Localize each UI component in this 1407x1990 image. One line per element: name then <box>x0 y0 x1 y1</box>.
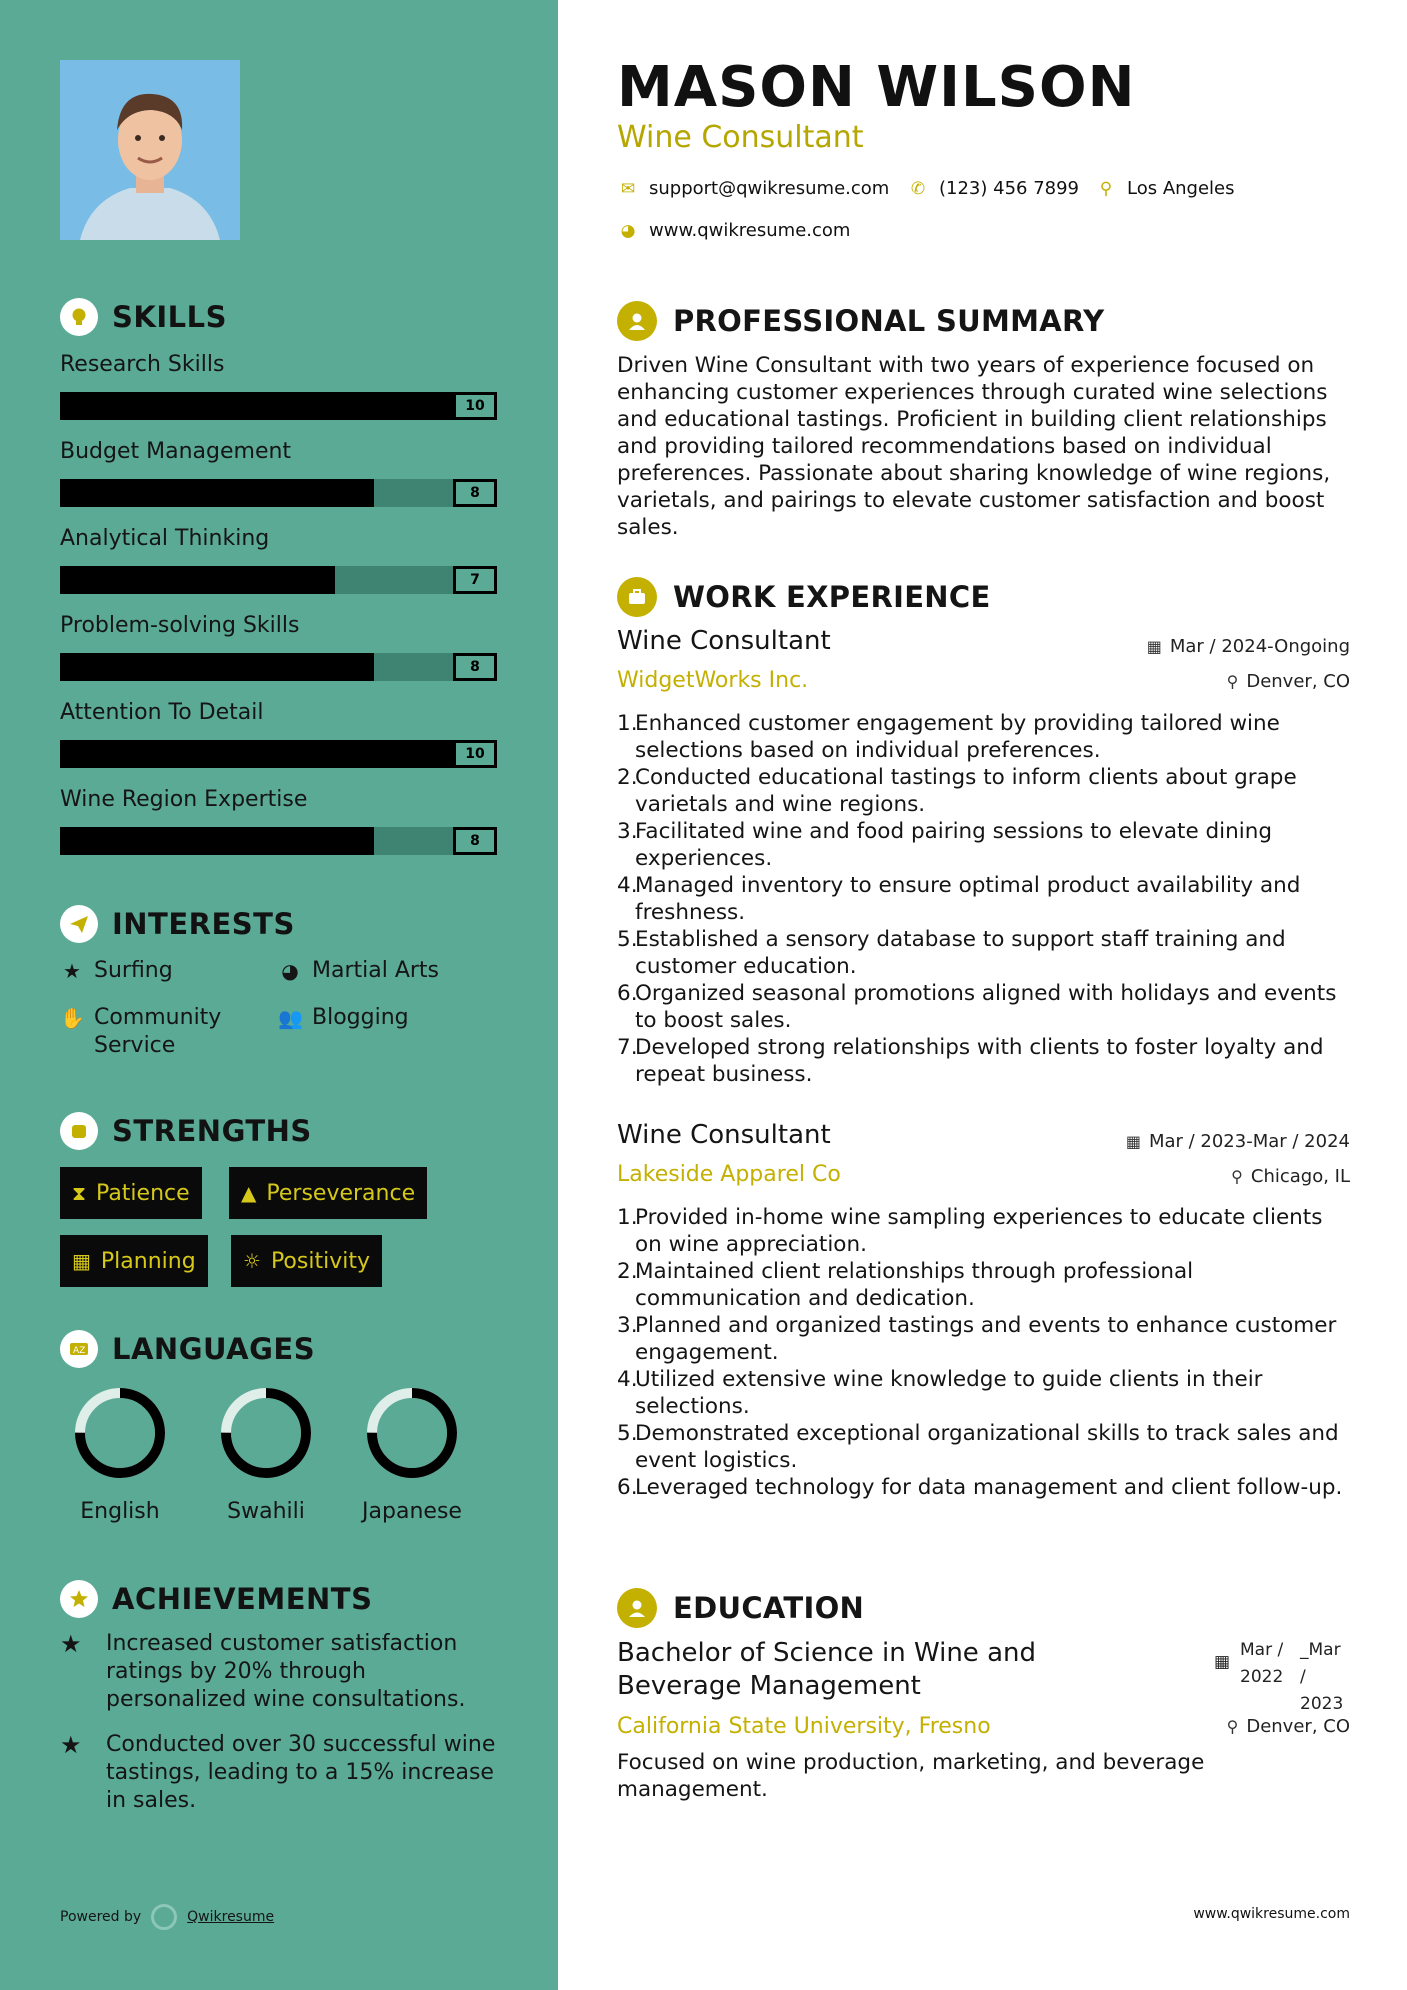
footer-url[interactable]: www.qwikresume.com <box>1193 1906 1350 1922</box>
duty-item: Organized seasonal promotions aligned with holidays and events to boost sales. <box>635 981 1337 1033</box>
language-item <box>206 1385 326 1524</box>
powered-by <box>60 1904 274 1930</box>
experience-title: WORK EXPERIENCE <box>673 580 991 614</box>
pin-icon: ⚲ <box>1226 672 1239 691</box>
education-date-end: _Mar / 2023 <box>1300 1640 1344 1714</box>
skill-name: Research Skills <box>60 352 225 377</box>
job-location-text: Chicago, IL <box>1250 1166 1350 1187</box>
interest-label: Surfing <box>94 958 173 983</box>
skill-bar <box>60 392 497 420</box>
map-pin-icon: ⚲ <box>1099 178 1113 199</box>
road-icon: ▲ <box>241 1181 257 1205</box>
location-text: Los Angeles <box>1127 178 1235 199</box>
language-ring <box>72 1385 168 1481</box>
skill-level-badge: 7 <box>453 566 497 594</box>
skill-level-badge: 8 <box>453 479 497 507</box>
globe-icon: ◕ <box>281 959 299 983</box>
strength-label: Positivity <box>270 1248 370 1274</box>
degree-title: Bachelor of Science in Wine and Beverage Management <box>617 1638 1036 1701</box>
trophy-star-icon <box>60 1580 98 1618</box>
job-location <box>1227 671 1350 692</box>
job-location <box>1231 1166 1350 1187</box>
star-award-icon: ★ <box>60 1630 82 1658</box>
duty-item: Maintained client relationships through professional communication and dedication. <box>635 1259 1194 1311</box>
star-award-icon: ★ <box>60 1731 82 1759</box>
star-icon: ★ <box>63 959 81 983</box>
language-item <box>60 1385 180 1524</box>
skill-bar <box>60 653 497 681</box>
interest-item <box>278 1004 409 1032</box>
job-title: Wine Consultant <box>617 1120 831 1150</box>
education-date <box>1214 1637 1350 1718</box>
calendar-icon: ▦ <box>1146 637 1162 656</box>
qwikresume-logo-icon <box>151 1904 177 1930</box>
job-company: WidgetWorks Inc. <box>617 668 809 693</box>
candidate-role: Wine Consultant <box>617 120 864 155</box>
duty-item: Provided in-home wine sampling experiences to educate clients on wine appreciation. <box>635 1205 1323 1257</box>
skill-name: Wine Region Expertise <box>60 787 308 812</box>
skill-bar <box>60 827 497 855</box>
interests-header <box>60 905 295 943</box>
skill-bar-fill <box>60 479 374 507</box>
calendar-icon: ▦ <box>1213 1652 1230 1672</box>
strengths-header <box>60 1112 312 1150</box>
skill-bar-fill <box>60 827 374 855</box>
language-icon <box>60 1330 98 1368</box>
contact-email[interactable] <box>617 178 889 199</box>
job-duties-list <box>617 710 1352 1088</box>
strength-label: Planning <box>100 1248 196 1274</box>
education-location-text: Denver, CO <box>1246 1716 1350 1737</box>
skill-level-badge: 10 <box>453 392 497 420</box>
briefcase-icon <box>617 577 657 617</box>
languages-title: LANGUAGES <box>112 1332 316 1366</box>
interest-item <box>60 1004 240 1060</box>
language-item <box>352 1385 472 1524</box>
pin-icon: ⚲ <box>1226 1717 1239 1736</box>
pin-icon: ⚲ <box>1231 1167 1243 1186</box>
skill-level-badge: 8 <box>453 653 497 681</box>
hand-icon: ✋ <box>60 1006 85 1030</box>
achievements-header <box>60 1580 372 1618</box>
duty-item: Utilized extensive wine knowledge to guide clients in their selections. <box>635 1367 1263 1419</box>
interest-item <box>60 957 173 985</box>
skills-title: SKILLS <box>112 300 227 334</box>
skill-name: Problem-solving Skills <box>60 613 300 638</box>
strength-badge <box>231 1235 382 1287</box>
job-company: Lakeside Apparel Co <box>617 1162 841 1187</box>
achievements-title: ACHIEVEMENTS <box>112 1582 373 1616</box>
powered-by-label: Powered by <box>60 1909 142 1925</box>
hourglass-icon: ⧗ <box>72 1181 87 1205</box>
skill-bar-fill <box>60 740 453 768</box>
interest-label: Martial Arts <box>312 958 440 983</box>
language-label: English <box>80 1499 160 1524</box>
contact-phone[interactable] <box>907 178 1079 199</box>
education-description: Focused on wine production, marketing, and beverage management. <box>617 1750 1205 1802</box>
job-date-text: Mar / 2024-Ongoing <box>1169 636 1350 657</box>
duty-item: Enhanced customer engagement by providing tailored wine selections based on individual preferences. <box>635 711 1280 763</box>
lightbulb-icon <box>60 298 98 336</box>
languages-header <box>60 1330 315 1368</box>
phone-icon: ✆ <box>910 178 926 199</box>
education-location <box>1227 1716 1350 1737</box>
website-text: www.qwikresume.com <box>649 220 851 241</box>
skills-header <box>60 298 227 336</box>
qwikresume-link[interactable]: Qwikresume <box>187 1909 275 1925</box>
user-icon <box>617 301 657 341</box>
job-date <box>1147 636 1350 657</box>
strength-label: Perseverance <box>266 1180 416 1206</box>
duty-item: Leveraged technology for data management and client follow-up. <box>635 1475 1343 1500</box>
language-label: Swahili <box>227 1499 305 1524</box>
achievement-text: Increased customer satisfaction ratings by 20% through personalized wine consultations. <box>106 1631 466 1712</box>
candidate-name: MASON WILSON <box>617 55 1136 120</box>
calendar-icon: ▦ <box>72 1249 91 1273</box>
interest-label: Community Service <box>94 1005 222 1058</box>
summary-title: PROFESSIONAL SUMMARY <box>673 304 1105 338</box>
skill-bar-fill <box>60 392 453 420</box>
job-date <box>1126 1131 1350 1152</box>
duty-item: Developed strong relationships with clients to foster loyalty and repeat business. <box>635 1035 1324 1087</box>
interests-title: INTERESTS <box>112 907 295 941</box>
skill-bar <box>60 479 497 507</box>
paper-plane-icon <box>60 905 98 943</box>
job-duties-list <box>617 1204 1352 1501</box>
job-location-text: Denver, CO <box>1246 671 1350 692</box>
language-label: Japanese <box>362 1499 462 1524</box>
skill-bar <box>60 566 497 594</box>
education-header <box>617 1588 864 1628</box>
language-ring <box>364 1385 460 1481</box>
skill-name: Budget Management <box>60 439 292 464</box>
achievement-item <box>60 1731 500 1815</box>
sun-icon: ☼ <box>243 1249 261 1273</box>
summary-header <box>617 301 1104 341</box>
globe-icon: ◕ <box>620 220 636 241</box>
language-ring <box>218 1385 314 1481</box>
experience-header <box>617 577 991 617</box>
duty-item: Demonstrated exceptional organizational skills to track sales and event logistics. <box>635 1421 1339 1473</box>
duty-item: Facilitated wine and food pairing sessions to elevate dining experiences. <box>635 819 1273 871</box>
strength-label: Patience <box>96 1180 190 1206</box>
phone-text: (123) 456 7899 <box>939 178 1080 199</box>
strengths-title: STRENGTHS <box>112 1114 312 1148</box>
duty-item: Planned and organized tastings and events to enhance customer engagement. <box>635 1313 1337 1365</box>
summary-text: Driven Wine Consultant with two years of experience focused on enhancing customer experiences through curated wine selections and educational tastings. Proficient in building client relationships and providing tailored recommendations based on individual preferences. Passionate about sharing knowledge of wine regions, varietals, and pairings to elevate customer satisfaction and boost sales. <box>617 353 1331 540</box>
job-title: Wine Consultant <box>617 626 831 656</box>
person-photo-icon <box>60 60 240 240</box>
skill-bar <box>60 740 497 768</box>
skill-level-badge: 10 <box>453 740 497 768</box>
profile-photo <box>60 60 240 240</box>
education-date-start: Mar / 2022 <box>1240 1640 1284 1687</box>
strength-badge <box>229 1167 427 1219</box>
education-title: EDUCATION <box>673 1591 865 1625</box>
duty-item: Conducted educational tastings to inform clients about grape varietals and wine regions. <box>635 765 1297 817</box>
skill-name: Analytical Thinking <box>60 526 270 551</box>
school-name: California State University, Fresno <box>617 1714 991 1739</box>
fist-icon <box>60 1112 98 1150</box>
achievement-item <box>60 1630 500 1714</box>
users-icon: 👥 <box>278 1006 303 1030</box>
skill-bar-fill <box>60 653 374 681</box>
skill-level-badge: 8 <box>453 827 497 855</box>
svg-text:AZ: AZ <box>73 1346 86 1356</box>
email-text: support@qwikresume.com <box>649 178 890 199</box>
interest-item <box>278 957 439 985</box>
skill-name: Attention To Detail <box>60 700 264 725</box>
strength-badge <box>60 1167 202 1219</box>
sidebar <box>0 0 558 1990</box>
calendar-icon: ▦ <box>1125 1132 1141 1151</box>
envelope-icon: ✉ <box>620 178 636 199</box>
skill-bar-fill <box>60 566 335 594</box>
achievement-text: Conducted over 30 successful wine tastings, leading to a 15% increase in sales. <box>106 1732 496 1813</box>
duty-item: Managed inventory to ensure optimal product availability and freshness. <box>635 873 1301 925</box>
strength-badge <box>60 1235 208 1287</box>
contact-website[interactable] <box>617 220 850 241</box>
graduation-icon <box>617 1588 657 1628</box>
contact-location <box>1095 178 1235 199</box>
duty-item: Established a sensory database to support staff training and customer education. <box>635 927 1286 979</box>
interest-label: Blogging <box>312 1005 409 1030</box>
job-date-text: Mar / 2023-Mar / 2024 <box>1148 1131 1350 1152</box>
